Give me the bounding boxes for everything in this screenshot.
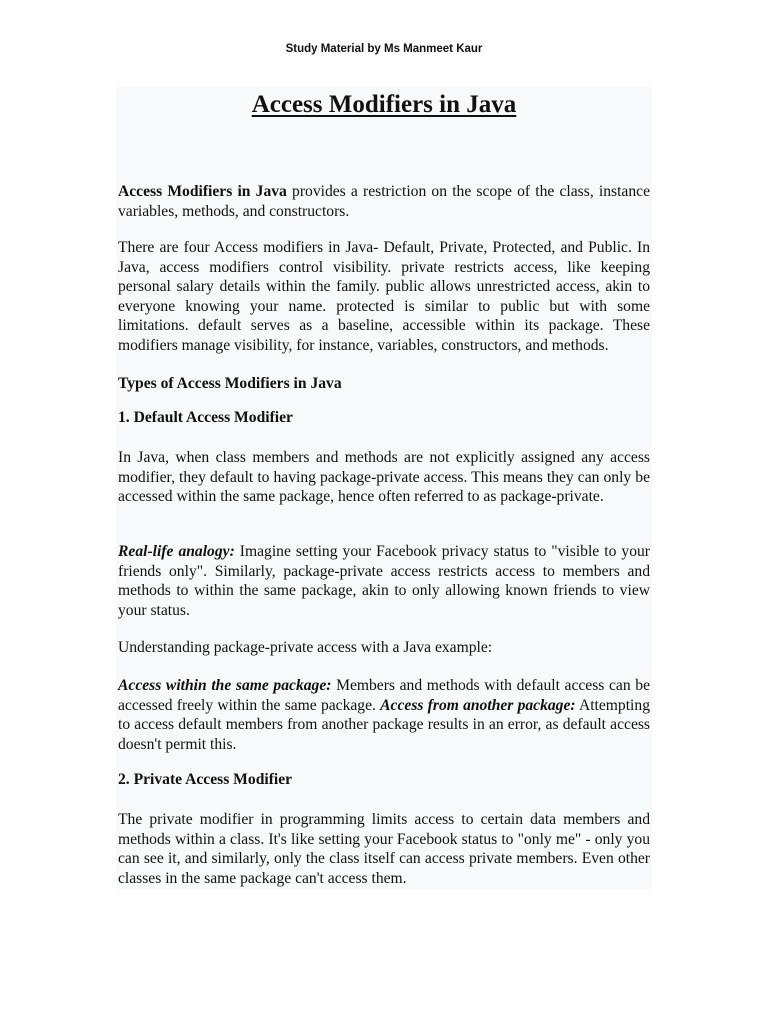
analogy-label: Real-life analogy: — [118, 543, 235, 560]
page-header: Study Material by Ms Manmeet Kaur — [285, 43, 483, 55]
another-package-text: Attempting to access default members from another package results in an error, as default access doesn't permit this. — [118, 696, 650, 753]
title-text: Access Modifiers in Java — [251, 91, 517, 118]
types-heading: Types of Access Modifiers in Java — [118, 375, 342, 392]
intro-rest: provides a restriction on the scope of the class, instance variables, methods, and constructors. — [118, 183, 650, 220]
same-package-label: Access within the same package: — [118, 677, 332, 694]
analogy-text: Imagine setting your Facebook privacy status to "visible to your friends only". Similarly, package-private access restricts access to members and methods to within the same package, akin to only allowing known friends to view your status. — [118, 543, 650, 619]
default-heading: 1. Default Access Modifier — [118, 409, 293, 426]
intro-lead: Access Modifiers in Java — [118, 183, 287, 200]
intro-paragraph — [118, 182, 650, 221]
private-paragraph: The private modifier in programming limits access to certain data members and methods within a class. It's like setting your Facebook status to "only me" - only you can see it, and similarly, only the class itself can access private members. Even other classes in the same package can't access them. — [118, 811, 650, 887]
default-paragraph: In Java, when class members and methods are not explicitly assigned any access modifier, they default to having package-private access. This means they can only be accessed within the same package, hence often referred to as package-private. — [118, 449, 650, 506]
document-title — [0, 89, 768, 121]
four-modifiers-paragraph: There are four Access modifiers in Java- Default, Private, Protected, and Public. In Java, access modifiers control visibility. private restricts access, like keeping personal salary details within the family. public allows unrestricted access, akin to everyone knowing your name. protected is similar to public but with some limitations. default serves as a baseline, accessible within its package. These modifiers manage visibility, for instance, variables, constructors, and methods. — [118, 239, 650, 354]
analogy-paragraph — [118, 542, 650, 620]
example-intro: Understanding package-private access with a Java example: — [118, 639, 493, 656]
another-package-label: Access from another package: — [380, 696, 576, 714]
access-paragraph — [118, 676, 650, 754]
same-package-text: Members and methods with default access can be accessed freely within the same package. — [118, 677, 650, 714]
private-heading: 2. Private Access Modifier — [118, 771, 293, 788]
